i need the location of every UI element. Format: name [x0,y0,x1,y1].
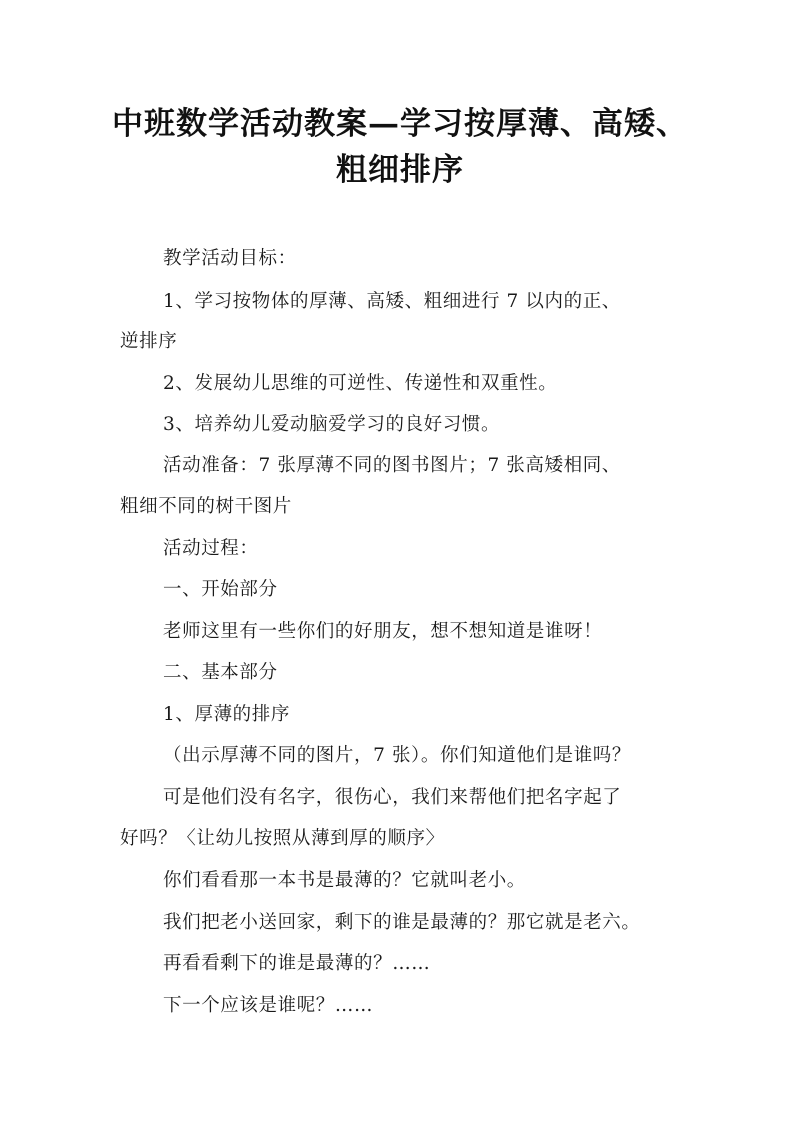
paragraph-goal-3: 3、培养幼儿爱动脑爱学习的良好习惯。 [163,414,501,435]
paragraph-naming-continued: 好吗？〈让幼儿按照从薄到厚的顺序〉 [120,828,445,849]
paragraph-goal-1: 1、学习按物体的厚薄、高矮、粗细进行 7 以内的正、 [163,291,621,312]
subsection-heading-thickness: 1、厚薄的排序 [163,704,290,725]
paragraph-preparation: 活动准备：7 张厚薄不同的图书图片；7 张高矮相同、 [163,455,621,476]
document-title-line-1: 中班数学活动教案—学习按厚薄、高矮、 [112,106,688,142]
paragraph-goal-1-continued: 逆排序 [120,331,178,352]
paragraph-thinnest-book: 你们看看那一本书是最薄的？它就叫老小。 [163,870,526,891]
section-heading-process: 活动过程： [163,538,259,559]
paragraph-next-one: 下一个应该是谁呢？…… [163,995,374,1016]
paragraph-preparation-continued: 粗细不同的树干图片 [120,496,292,517]
subsection-heading-basic: 二、基本部分 [163,662,278,683]
document-title-line-2: 粗细排序 [336,152,464,188]
paragraph-start-intro: 老师这里有一些你们的好朋友，想不想知道是谁呀！ [163,621,603,642]
paragraph-naming: 可是他们没有名字，很伤心，我们来帮他们把名字起了 [163,787,622,808]
paragraph-goal-2: 2、发展幼儿思维的可逆性、传递性和双重性。 [163,373,558,394]
paragraph-look-again: 再看看剩下的谁是最薄的？…… [163,953,431,974]
paragraph-show-pictures: （出示厚薄不同的图片，7 张）。你们知道他们是谁吗？ [163,745,632,766]
paragraph-send-home: 我们把老小送回家，剩下的谁是最薄的？那它就是老六。 [163,912,641,933]
section-heading-goals: 教学活动目标： [163,248,297,269]
subsection-heading-start: 一、开始部分 [163,579,278,600]
